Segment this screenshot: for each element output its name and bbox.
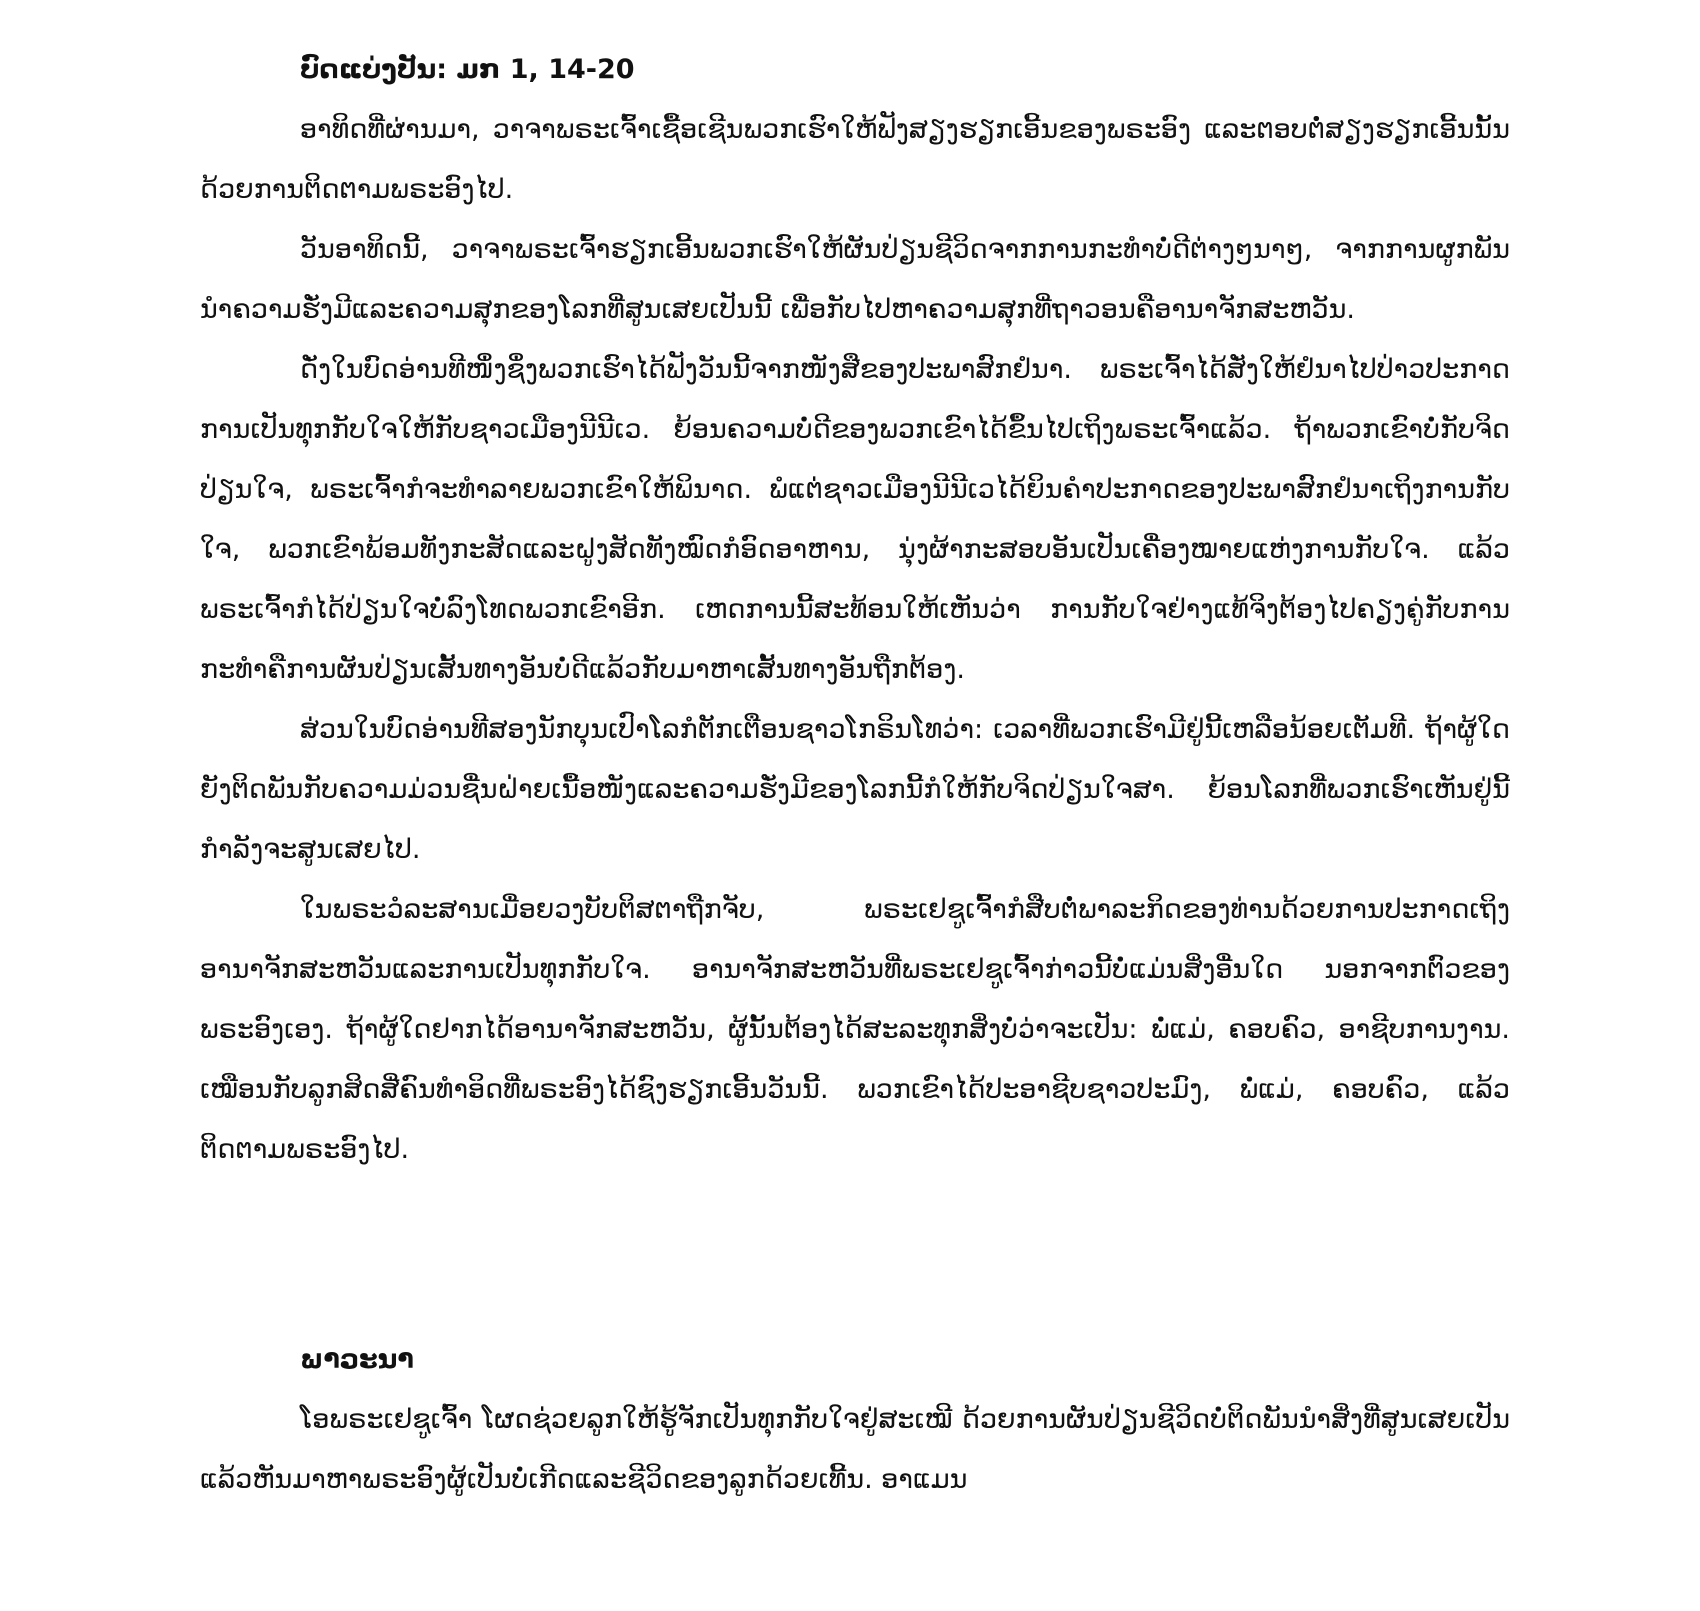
paragraph-5: ໃນພຣະວໍລະສານເມື່ອຍວງບັບຕິສຕາຖືກຈັບ, ພຣະເຢຊູເຈົ້າກໍສືບຕໍ່ພາລະກິດຂອງທ່ານດ້ວຍການປະກາດເຖິງອານາຈັກສະຫວັນແລະການເປັນທຸກກັບໃຈ. ອານາຈັກສະຫວັນທີ່ພຣະເຢຊູເຈົ້າກ່າວນີ້ບໍ່ແມ່ນສິ່ງອື່ນໃດ ນອກຈາກຕົວຂອງພຣະອົງເອງ. ຖ້າຜູ້ໃດຢາກໄດ້ອານາຈັກສະຫວັນ, ຜູ້ນັ້ນຕ້ອງໄດ້ສະລະທຸກສິ່ງບໍ່ວ່າຈະເປັນ: ພໍ່ແມ່, ຄອບຄົວ, ອາຊີບການງານ. ເໝືອນກັບລູກສິດສີ່ຄົນທຳອິດທີ່ພຣະອົງໄດ້ຊົງຮຽກເອີ້ນວັນນີ້. ພວກເຂົາໄດ້ປະອາຊີບຊາວປະມົງ, ພໍ່ແມ່, ຄອບຄົວ, ແລ້ວຕິດຕາມພຣະອົງໄປ.: [200, 894, 1510, 1165]
paragraph-1: ອາທິດທີ່ຜ່ານມາ, ວາຈາພຣະເຈົ້າເຊື້ອເຊີນພວກເຮົາໃຫ້ຟັງສຽງຮຽກເອີ້ນຂອງພຣະອົງ ແລະຕອບຕໍ່ສຽງຮຽກເອີ້ນນັ້ນດ້ວຍການຕິດຕາມພຣະອົງໄປ.: [200, 114, 1510, 205]
paragraph-4: ສ່ວນໃນບົດອ່ານທີສອງນັກບຸນເປົາໂລກໍຕັກເຕືອນຊາວໂກຣິນໂທວ່າ: ເວລາທີ່ພວກເຮົາມີຢູ່ນີ້ເຫລືອນ້ອຍເຕັມທີ. ຖ້າຜູ້ໃດຍັງຕິດພັນກັບຄວາມມ່ວນຊື່ນຝ່າຍເນື້ອໜັງແລະຄວາມຮັ່ງມີຂອງໂລກນີ້ກໍໃຫ້ກັບຈິດປ່ຽນໃຈສາ. ຍ້ອນໂລກທີ່ພວກເຮົາເຫັນຢູ່ນີ້ກຳລັງຈະສູນເສຍໄປ.: [200, 714, 1510, 865]
section-spacer: [200, 1180, 1510, 1330]
document-page: [200, 40, 1510, 1510]
prayer-heading: ພາວະນາ: [300, 1344, 414, 1375]
paragraph-2: ວັນອາທິດນີ້, ວາຈາພຣະເຈົ້າຮຽກເອີ້ນພວກເຮົາໃຫ້ຜັນປ່ຽນຊີວິດຈາກການກະທຳບໍ່ດີຕ່າງໆນາໆ, ຈາກການຜູກພັນນຳຄວາມຮັ່ງມີແລະຄວາມສຸກຂອງໂລກທີ່ສູນເສຍເປັນນີ້ ເພື່ອກັບໄປຫາຄວາມສຸກທີ່ຖາວອນຄືອານາຈັກສະຫວັນ.: [200, 234, 1510, 325]
paragraph-3: ດັ່ງໃນບົດອ່ານທີໜຶ່ງຊຶ່ງພວກເຮົາໄດ້ຟັງວັນນີ້ຈາກໜັງສືຂອງປະພາສົກຢໍນາ. ພຣະເຈົ້າໄດ້ສັ່ງໃຫ້ຢໍນາໄປປ່າວປະກາດການເປັນທຸກກັບໃຈໃຫ້ກັບຊາວເມືອງນີນີເວ. ຍ້ອນຄວາມບໍ່ດີຂອງພວກເຂົາໄດ້ຂຶ້ນໄປເຖິງພຣະເຈົ້າແລ້ວ. ຖ້າພວກເຂົາບໍ່ກັບຈິດປ່ຽນໃຈ, ພຣະເຈົ້າກໍຈະທຳລາຍພວກເຂົາໃຫ້ພິນາດ. ພໍແຕ່ຊາວເມືອງນີນີເວໄດ້ຍິນຄຳປະກາດຂອງປະພາສົກຢໍນາເຖິງການກັບໃຈ, ພວກເຂົາພ້ອມທັງກະສັດແລະຝູງສັດທັງໝົດກໍອົດອາຫານ, ນຸ່ງຜ້າກະສອບອັນເປັນເຄື່ອງໝາຍແຫ່ງການກັບໃຈ. ແລ້ວພຣະເຈົ້າກໍໄດ້ປ່ຽນໃຈບໍ່ລົງໂທດພວກເຂົາອີກ. ເຫດການນີ້ສະທ້ອນໃຫ້ເຫັນວ່າ ການກັບໃຈຢ່າງແທ້ຈິງຕ້ອງໄປຄຽງຄູ່ກັບການກະທຳຄືການຜັນປ່ຽນເສັ້ນທາງອັນບໍ່ດີແລ້ວກັບມາຫາເສັ້ນທາງອັນຖືກຕ້ອງ.: [200, 354, 1510, 685]
reading-heading: ບົດແບ່ງປັນ: ມກ 1, 14-20: [300, 54, 635, 85]
prayer-text: ໂອພຣະເຢຊູເຈົ້າ ໂຜດຊ່ວຍລູກໃຫ້ຮູ້ຈັກເປັນທຸກກັບໃຈຢູ່ສະເໝີ ດ້ວຍການຜັນປ່ຽນຊີວິດບໍ່ຕິດພັນນຳສິ່ງທີ່ສູນເສຍເປັນ ແລ້ວຫັນມາຫາພຣະອົງຜູ້ເປັນບໍ່ເກີດແລະຊີວິດຂອງລູກດ້ວຍເທີ້ນ. ອາແມນ: [200, 1404, 1510, 1495]
